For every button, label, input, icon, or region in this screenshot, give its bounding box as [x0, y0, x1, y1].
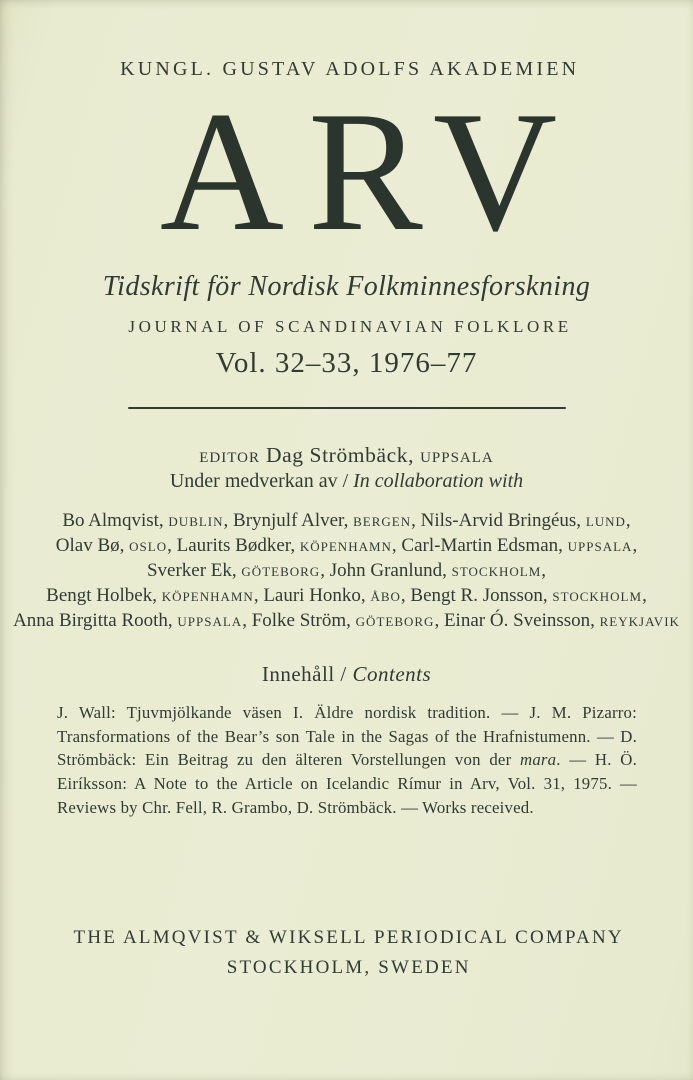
collaborator-line: Bo Almqvist, dublin, Brynjulf Alver, bergen, Nils-Arvid Bringéus, lund, — [62, 510, 631, 531]
journal-title: ARV — [159, 77, 582, 267]
contents-summary: J. Wall: Tjuvmjölkande väsen I. Äldre nordisk tradition. — J. M. Pizarro: Transformations of the Bear’s son Tale in the Sagas of the Hrafnistumenn. — D. Strömbäck: Ein Beitrag zu den älteren Vorstellungen von der mara. — H. Ö. Eiríksson: A Note to the Article on Icelandic Rímur in Arv, Vol. 31, 1975. — Reviews by Chr. Fell, R. Grambo, D. Strömbäck. — Works received. — [57, 703, 637, 817]
collaborator-line: Anna Birgitta Rooth, uppsala, Folke Ström, göteborg, Einar Ó. Sveinsson, reykjavik — [13, 610, 680, 631]
collaborator-line: Sverker Ek, göteborg, John Granlund, stockholm, — [146, 560, 547, 581]
publisher-name: THE ALMQVIST & WIKSELL PERIODICAL COMPANY — [73, 927, 624, 948]
subtitle-english: JOURNAL OF SCANDINAVIAN FOLKLORE — [128, 317, 572, 336]
collaboration-note: Under medverkan av / In collaboration with — [169, 470, 524, 492]
volume-info: Vol. 32–33, 1976–77 — [215, 347, 478, 379]
subtitle-swedish: Tidskrift för Nordisk Folkminnesforskning — [102, 271, 591, 302]
editor-line: editor Dag Strömbäck, uppsala — [199, 443, 494, 467]
academy-name: KUNGL. GUSTAV ADOLFS AKADEMIEN — [120, 58, 580, 80]
collaborator-line: Bengt Holbek, köpenhamn, Lauri Honko, åbo, Bengt R. Jonsson, stockholm, — [46, 585, 647, 606]
publisher-location: STOCKHOLM, SWEDEN — [226, 957, 471, 978]
divider-rule — [128, 407, 566, 409]
contents-heading: Innehåll / Contents — [261, 662, 432, 686]
collaborators-list — [0, 508, 693, 633]
collaborator-line: Olav Bø, oslo, Laurits Bødker, köpenhamn, Carl-Martin Edsman, uppsala, — [55, 535, 638, 556]
